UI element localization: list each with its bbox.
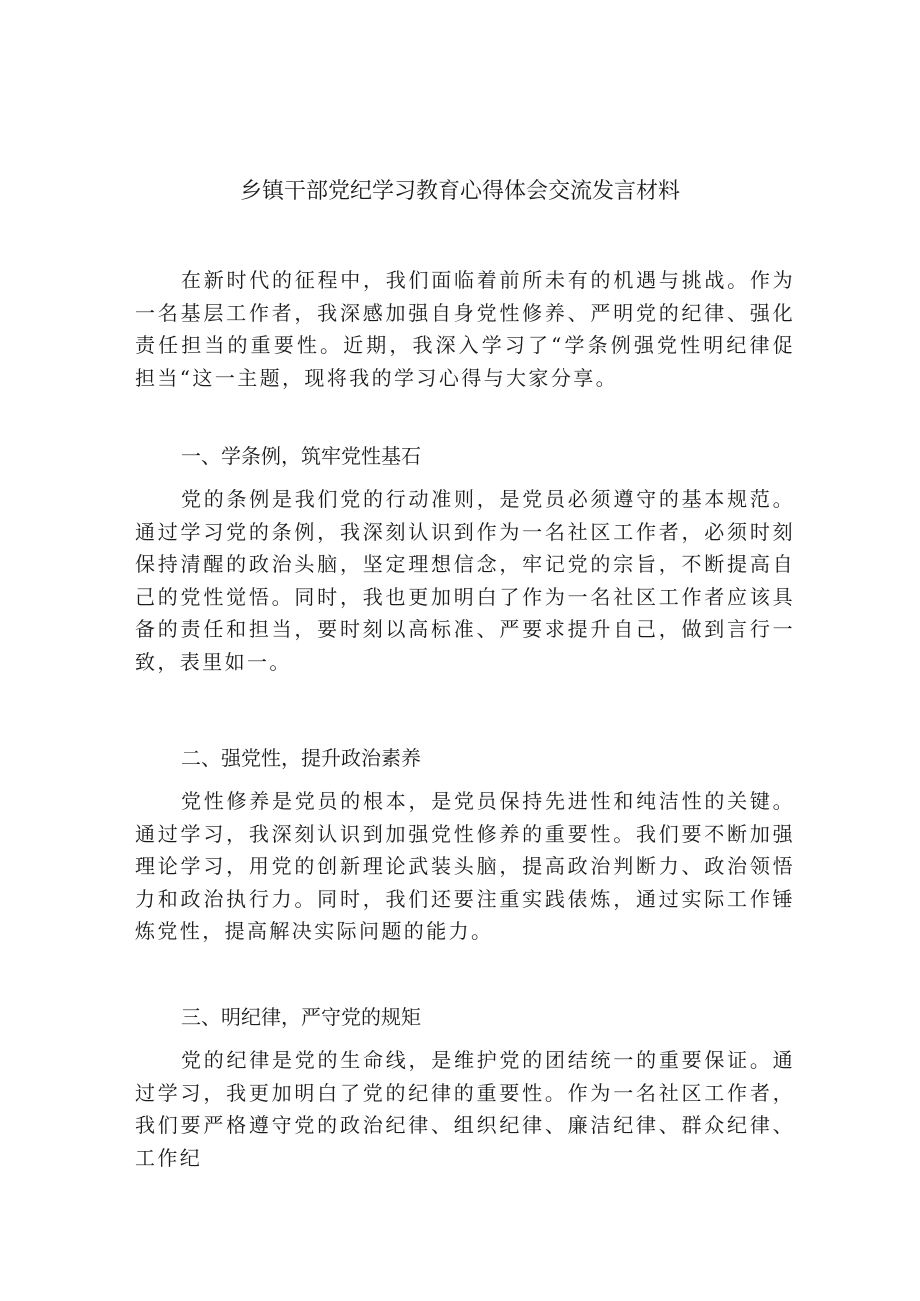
section-body-3: 党的纪律是党的生命线，是维护党的团结统一的重要保证。通过学习，我更加明白了党的纪律的重要性。作为一名社区工作者，我们要严格遵守党的政治纪律、组织纪律、廉洁纪律、群众纪律、工作纪 <box>135 1048 795 1170</box>
section-heading-2: 二、强党性，提升政治素养 <box>181 746 421 770</box>
section-body-2: 党性修养是党员的根本，是党员保持先进性和纯洁性的关键。通过学习，我深刻认识到加强党性修养的重要性。我们要不断加强理论学习，用党的创新理论武装头脑，提高政治判断力、政治领悟力和政治执行力。同时，我们还要注重实践俵炼，通过实际工作锤炼党性，提高解决实际问题的能力。 <box>135 789 795 943</box>
intro-paragraph: 在新时代的征程中，我们面临着前所未有的机遇与挑战。作为一名基层工作者，我深感加强自身党性修养、严明党的纪律、强化责任担当的重要性。近期，我深入学习了“学条例强党性明纪律促担当“这一主题，现将我的学习心得与大家分享。 <box>135 268 795 390</box>
section-heading-1: 一、学条例，筑牢党性基石 <box>181 444 421 468</box>
section-body-1: 党的条例是我们党的行动准则，是党员必须遵守的基本规范。通过学习党的条例，我深刻认识到作为一名社区工作者，必须时刻保持清醒的政治头脑，坚定理想信念，牢记党的宗旨，不断提高自己的党性觉悟。同时，我也更加明白了作为一名社区工作者应该具备的责任和担当，要时刻以高标准、严要求提升自己，做到言行一致，表里如一。 <box>135 487 795 674</box>
document-title: 乡镇干部党纪学习教育心得体会交流发言材料 <box>239 179 680 204</box>
section-heading-3: 三、明纪律，严守党的规矩 <box>181 1005 421 1029</box>
